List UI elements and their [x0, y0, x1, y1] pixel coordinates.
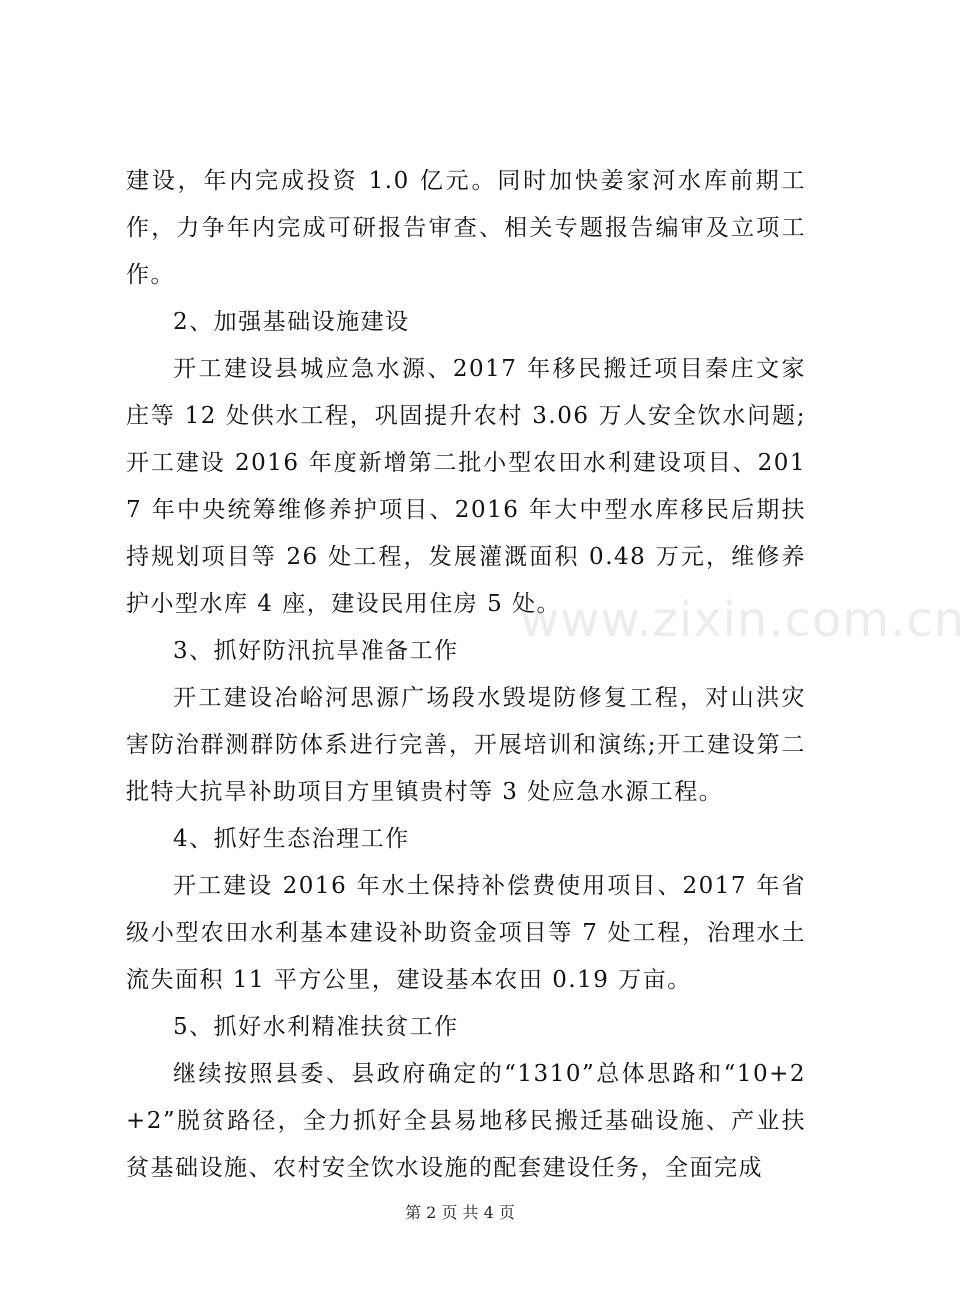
document-body — [126, 158, 806, 1192]
page-footer: 第 2 页 共 4 页 — [405, 1203, 515, 1222]
paragraph-continuation: 建设，年内完成投资 1.0 亿元。同时加快姜家河水库前期工作，力争年内完成可研报告审查、相关专题报告编审及立项工作。 — [126, 168, 806, 288]
paragraph-ecology: 开工建设 2016 年水土保持补偿费使用项目、2017 年省级小型农田水利基本建设补助资金项目等 7 处工程，治理水土流失面积 11 平方公里，建设基本农田 0.19 万亩。 — [126, 873, 806, 993]
paragraph-poverty-alleviation: 继续按照县委、县政府确定的“1310”总体思路和“10+2+2”脱贫路径，全力抓好全县易地移民搬迁基础设施、产业扶贫基础设施、农村安全饮水设施的配套建设任务，全面完成 — [126, 1061, 806, 1181]
section-heading-3: 3、抓好防汛抗旱准备工作 — [173, 638, 459, 664]
paragraph-flood-control: 开工建设冶峪河思源广场段水毁堤防修复工程，对山洪灾害防治群测群防体系进行完善，开展培训和演练;开工建设第二批特大抗旱补助项目方里镇贵村等 3 处应急水源工程。 — [126, 685, 806, 805]
section-heading-4: 4、抓好生态治理工作 — [173, 826, 410, 852]
paragraph-infrastructure: 开工建设县城应急水源、2017 年移民搬迁项目秦庄文家庄等 12 处供水工程，巩固提升农村 3.06 万人安全饮水问题;开工建设 2016 年度新增第二批小型农田水利建设项目、2017 年中央统筹维修养护项目、2016 年大中型水库移民后期扶持规划项目等 26 处工程，发展灌溉面积 0.48 万元，维修养护小型水库 4 座，建设民用住房 5 处。 — [126, 356, 806, 617]
section-heading-5: 5、抓好水利精准扶贫工作 — [173, 1014, 459, 1040]
watermark: www.zixin.com.cn — [520, 592, 965, 648]
section-heading-2: 2、加强基础设施建设 — [173, 309, 410, 335]
